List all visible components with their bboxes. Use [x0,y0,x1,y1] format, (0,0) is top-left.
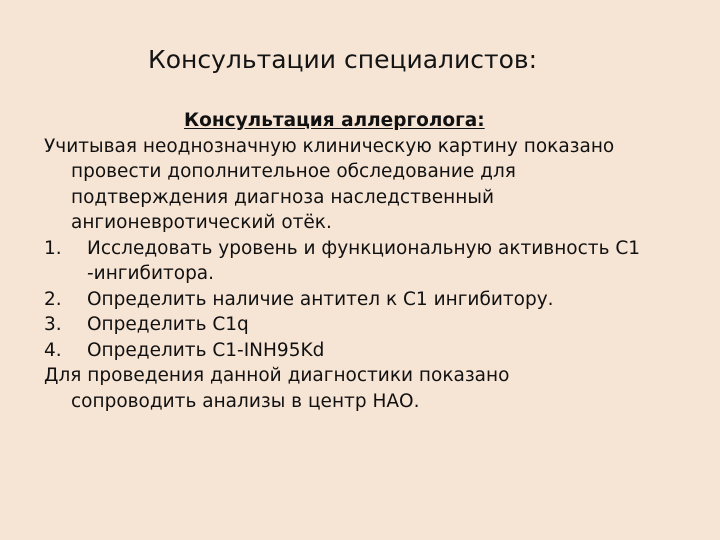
list-item-text: Определить наличие антител к С1 ингибитору. [87,288,554,310]
slide-title: Консультации специалистов: [148,45,538,74]
list-item-text: Определить С1q [87,314,249,335]
list-item [44,287,708,313]
list-item-number: 2. [44,288,62,310]
outro-paragraph [44,363,708,414]
numbered-list [44,236,708,364]
list-item-text: Определить С1-INH95Kd [87,339,325,361]
intro-line: ангионевротический отёк. [71,212,332,233]
outro-line: Для проведения данной диагностики показано [44,365,510,386]
list-item [44,236,708,287]
list-item-number: 1. [44,237,62,259]
intro-line: провести дополнительное обследование для [71,161,516,182]
outro-line: сопроводить анализы в центр НАО. [71,390,420,412]
intro-line: Учитывая неоднозначную клиническую картину показано [44,135,615,157]
list-item-continuation: -ингибитора. [87,263,215,284]
section-subtitle: Консультация аллерголога: [184,110,485,131]
list-item-number: 3. [44,314,62,335]
intro-line: подтверждения диагноза наследственный [71,186,494,208]
list-item-number: 4. [44,339,62,361]
list-item-text: Исследовать уровень и функциональную активность С1 [87,237,641,259]
list-item [44,312,708,338]
list-item [44,338,708,364]
intro-paragraph [44,134,708,236]
slide-body [44,108,708,414]
